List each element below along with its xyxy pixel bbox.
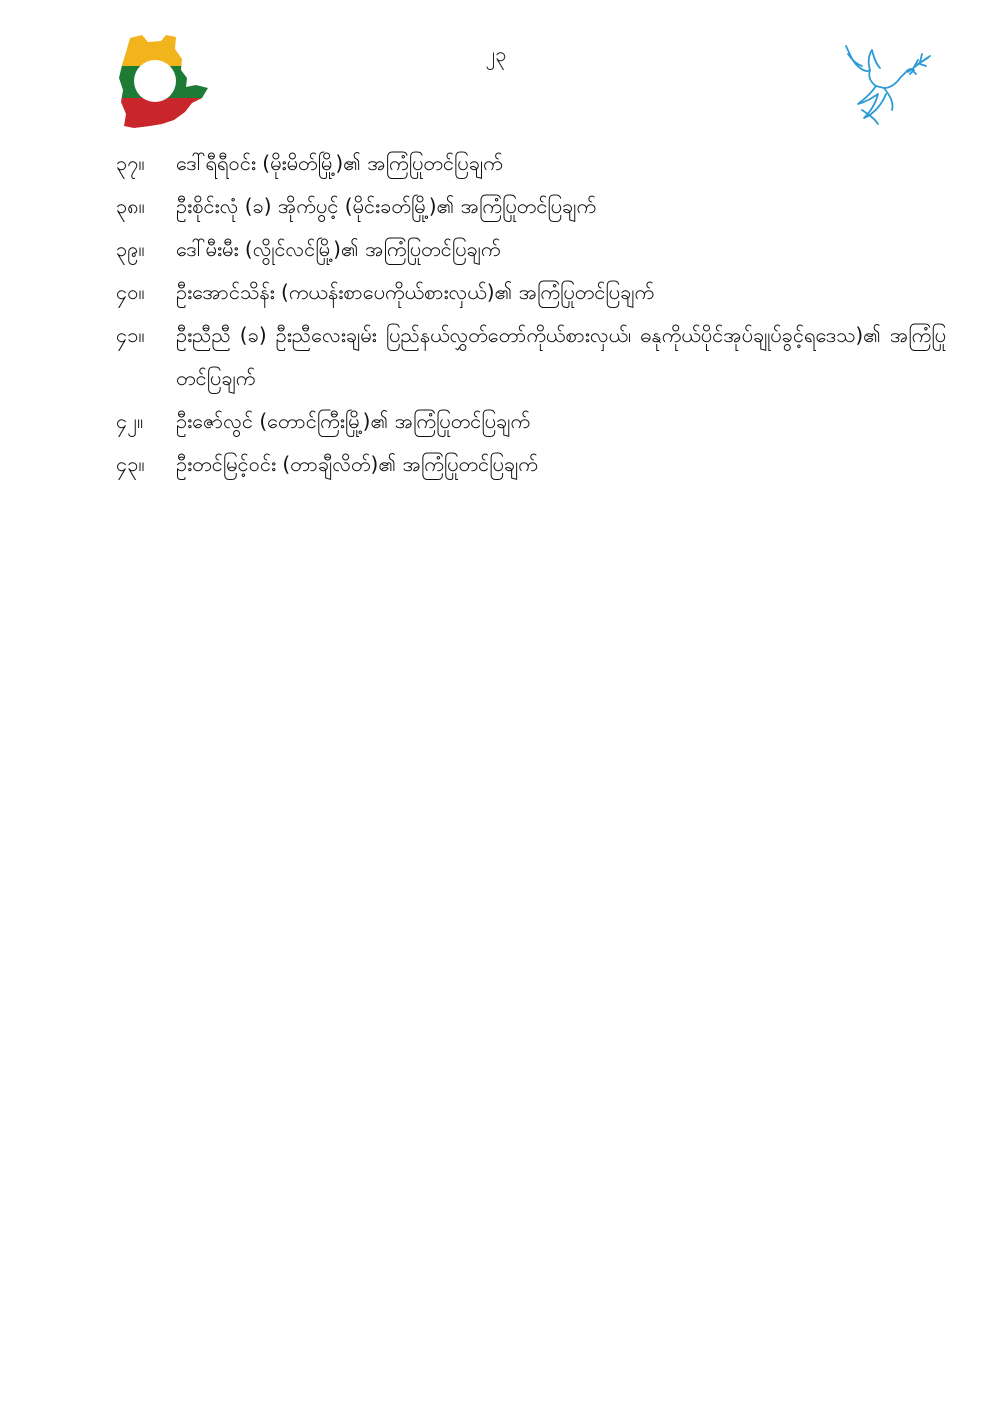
list-item-number: ၄၂။ [116,409,144,433]
list-item-text: ဦးညီညီ (ခ) ဦးညီလေးချမ်း ပြည်နယ်လွှတ်တော်ကိုယ်စားလှယ်၊ ဓနုကိုယ်ပိုင်အုပ်ချုပ်ခွင့်ရဒေသ)၏ အကြံပြုတင်ပြချက် [176,323,946,390]
list-item [116,314,946,400]
myanmar-map-emblem-icon [116,32,212,130]
emblem-svg [116,32,212,130]
emblem-yellow-band [116,32,212,66]
list-item-number: ၄၁။ [116,323,145,347]
list-item-number: ၃၇။ [116,151,145,175]
list-item-number: ၃၉။ [116,237,145,261]
emblem-red-band [116,98,212,130]
dove-eye [907,70,909,72]
list-item-text: ဦးစိုင်းလုံ (ခ) အိုက်ပွင့် (မိုင်းခတ်မြို့)၏ အကြံပြုတင်ပြချက် [176,194,597,218]
list-item-text: ဦးအောင်သိန်း (ကယန်းစာပေကိုယ်စားလှယ်)၏ အကြံပြုတင်ပြချက် [176,280,655,304]
list-item-text: ဦးတင်မြင့်ဝင်း (တာချီလိတ်)၏ အကြံပြုတင်ပြချက် [176,452,538,476]
dove-outline [846,46,930,124]
emblem-white-circle [134,60,176,102]
list-item-text: ဒေါ်ရီရီဝင်း (မိုးမိတ်မြို့)၏ အကြံပြုတင်ပြချက် [176,151,503,175]
list-item-text: ဦးဇော်လွင် (တောင်ကြီးမြို့)၏ အကြံပြုတင်ပြချက် [176,409,531,433]
peace-dove-icon [838,40,932,126]
list-item [116,185,946,228]
list-item-number: ၄၀။ [116,280,145,304]
page-number: ၂၃ [485,42,507,66]
list-item [116,271,946,314]
list-item [116,400,946,443]
list-item [116,142,946,185]
recommendation-list [116,142,946,486]
dove-svg [838,40,932,126]
list-item-number: ၄၃။ [116,452,145,476]
list-item-text: ဒေါ်မီးမီး (လွိုင်လင်မြို့)၏ အကြံပြုတင်ပြချက် [176,237,501,261]
list-item-number: ၃၈။ [116,194,145,218]
list-item [116,443,946,486]
list-item [116,228,946,271]
